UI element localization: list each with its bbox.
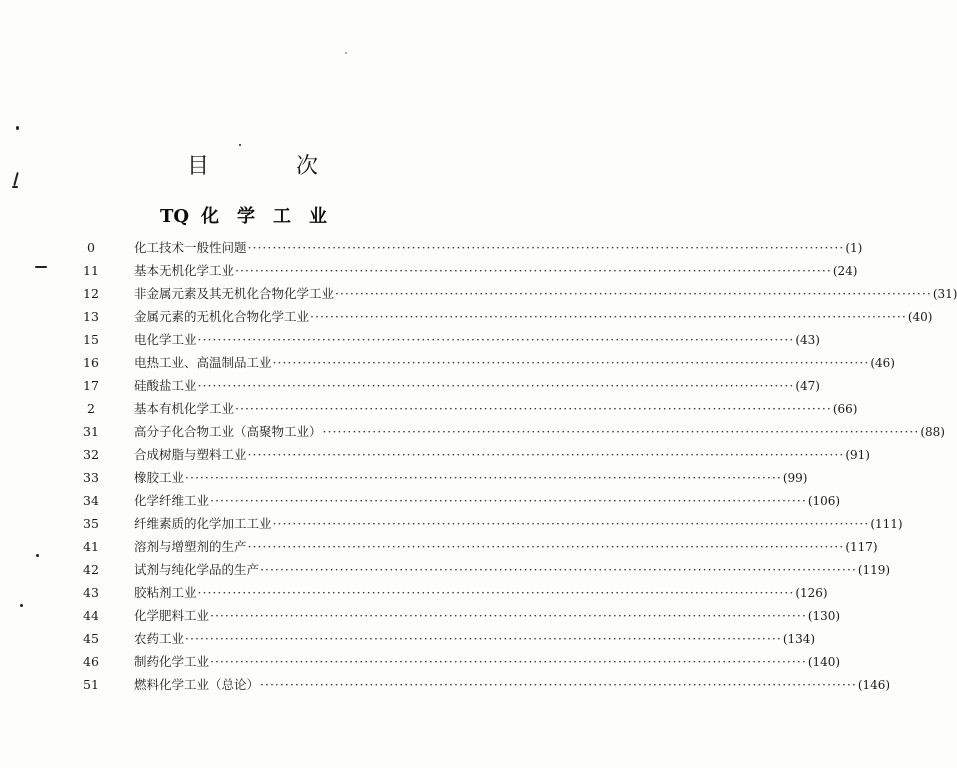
toc-leader-dots: ························································································································ [272, 516, 870, 531]
toc-entry-code: 33 [83, 470, 99, 485]
toc-entry-page: (140) [807, 655, 841, 669]
toc-entry-title: 试剂与纯化学品的生产 [134, 562, 260, 577]
toc-entry-title: 高分子化合物工业（高聚物工业） [134, 424, 322, 439]
toc-entry[interactable] [0, 650, 841, 673]
toc-entry[interactable] [0, 420, 945, 443]
toc-entry-code: 44 [83, 608, 99, 623]
toc-entry-code: 31 [83, 424, 99, 439]
toc-entry-code: 2 [87, 401, 95, 416]
toc-entry-code: 32 [83, 447, 99, 462]
toc-leader-dots: ························································································································ [272, 355, 870, 370]
toc-leader-dots: ························································································································ [197, 378, 795, 393]
toc-entry-page: (130) [807, 609, 841, 623]
toc-entry-title: 合成树脂与塑料工业 [134, 447, 247, 462]
toc-entry-title: 农药工业 [134, 631, 185, 646]
toc-entry-page: (146) [857, 678, 891, 692]
toc-entry[interactable] [0, 351, 895, 374]
toc-entry-title: 硅酸盐工业 [134, 378, 197, 393]
toc-leader-dots: ························································································································ [210, 493, 807, 508]
toc-entry-code: 41 [83, 539, 99, 554]
toc-entry-title: 非金属元素及其无机化合物化学工业 [134, 286, 335, 301]
toc-entry-page: (88) [920, 425, 945, 439]
toc-entry-code: 17 [83, 378, 99, 393]
toc-entry-title: 基本无机化学工业 [134, 263, 235, 278]
toc-entry-title: 金属元素的无机化合物化学工业 [134, 309, 310, 324]
toc-entry-line [134, 512, 903, 536]
toc-entry-page: (106) [807, 494, 841, 508]
toc-entry-line [134, 581, 828, 605]
toc-entry-code: 42 [83, 562, 99, 577]
toc-leader-dots: ························································································································ [197, 332, 795, 347]
toc-entry[interactable] [0, 627, 816, 650]
scan-speck [16, 126, 19, 130]
page-title: 目 次 [187, 154, 358, 179]
toc-entry[interactable] [0, 305, 933, 328]
toc-leader-dots: ························································································································ [210, 608, 807, 623]
toc-entry-page: (66) [832, 402, 858, 416]
toc-entry[interactable] [0, 236, 863, 259]
toc-leader-dots: ························································································································ [235, 263, 832, 278]
toc-entry-code: 12 [83, 286, 99, 301]
toc-leader-dots: ························································································································ [197, 585, 795, 600]
toc-entry[interactable] [0, 259, 858, 282]
toc-entry[interactable] [0, 512, 903, 535]
toc-entry-line [134, 604, 841, 628]
toc-entry-title: 电热工业、高温制品工业 [134, 355, 272, 370]
toc-entry-page: (134) [782, 632, 816, 646]
toc-entry-title: 胶粘剂工业 [134, 585, 197, 600]
section-heading [0, 204, 505, 230]
scan-speck [239, 144, 241, 146]
toc-entry-code: 13 [83, 309, 99, 324]
toc-entry[interactable] [0, 535, 878, 558]
scan-speck [345, 52, 347, 54]
toc-leader-dots: ························································································································ [260, 677, 857, 692]
toc-entry-line [134, 259, 858, 283]
toc-entry-line [134, 236, 863, 260]
toc-entry-title: 橡胶工业 [134, 470, 185, 485]
toc-entry-line [134, 673, 891, 697]
toc-entry-page: (126) [795, 586, 828, 600]
toc-entry[interactable] [0, 282, 957, 305]
toc-entry-line [134, 282, 957, 306]
toc-entry-page: (91) [845, 448, 870, 462]
toc-entry[interactable] [0, 374, 820, 397]
toc-entry-page: (119) [857, 563, 891, 577]
toc-entry-page: (99) [782, 471, 808, 485]
toc-entry-line [134, 351, 895, 375]
toc-entry[interactable] [0, 466, 808, 489]
toc-entry-page: (24) [832, 264, 858, 278]
toc-leader-dots: ························································································································ [322, 424, 920, 439]
section-code: TQ [159, 206, 190, 227]
toc-entry-line [134, 305, 933, 329]
toc-leader-dots: ························································································································ [247, 539, 845, 554]
toc-leader-dots: ························································································································ [247, 447, 845, 462]
toc-entry-title: 电化学工业 [134, 332, 197, 347]
toc-entry-page: (47) [795, 379, 820, 393]
toc-entry-title: 燃料化学工业（总论） [134, 677, 260, 692]
toc-entry-line [134, 466, 808, 490]
toc-entry-line [134, 397, 858, 421]
toc-entry-code: 11 [83, 263, 99, 278]
toc-entry-code: 15 [83, 332, 99, 347]
toc-entry[interactable] [0, 558, 891, 581]
toc-leader-dots: ························································································································ [335, 286, 932, 301]
toc-entry[interactable] [0, 489, 841, 512]
toc-leader-dots: ························································································································ [235, 401, 832, 416]
toc-entry-code: 34 [83, 493, 99, 508]
toc-entry-code: 35 [83, 516, 99, 531]
toc-entry-title: 溶剂与增塑剂的生产 [134, 539, 247, 554]
toc-entry-line [134, 489, 841, 513]
toc-entry-code: 0 [87, 240, 95, 255]
toc-entry-line [134, 650, 841, 674]
toc-entry-page: (43) [795, 333, 820, 347]
toc-entry-title: 基本有机化学工业 [134, 401, 235, 416]
toc-entry-line [134, 374, 820, 398]
toc-entry-line [134, 535, 878, 559]
toc-entry-code: 51 [83, 677, 99, 692]
toc-leader-dots: ························································································································ [210, 654, 807, 669]
toc-entry-page: (111) [870, 517, 903, 531]
toc-entry-line [134, 328, 820, 352]
toc-entry-code: 43 [83, 585, 99, 600]
table-of-contents [0, 236, 957, 696]
toc-entry-page: (40) [907, 310, 933, 324]
toc-entry-line [134, 627, 816, 651]
toc-entry-line [134, 558, 891, 582]
toc-entry[interactable] [0, 443, 870, 466]
toc-entry-code: 46 [83, 654, 99, 669]
toc-entry[interactable] [0, 604, 841, 627]
toc-leader-dots: ························································································································ [185, 631, 782, 646]
toc-entry-page: (117) [845, 540, 878, 554]
toc-entry-title: 制药化学工业 [134, 654, 210, 669]
toc-entry-page: (1) [845, 241, 863, 255]
toc-entry[interactable] [0, 328, 820, 351]
toc-leader-dots: ························································································································ [260, 562, 857, 577]
toc-entry-page: (31) [932, 287, 957, 301]
toc-leader-dots: ························································································································ [185, 470, 782, 485]
toc-entry-title: 化工技术一般性问题 [134, 240, 247, 255]
toc-entry-line [134, 420, 945, 444]
scan-speck [12, 186, 18, 188]
toc-leader-dots: ························································································································ [247, 240, 845, 255]
toc-entry-line [134, 443, 870, 467]
toc-entry[interactable] [0, 581, 828, 604]
toc-entry-page: (46) [870, 356, 895, 370]
toc-leader-dots: ························································································································ [310, 309, 907, 324]
toc-entry-title: 纤维素质的化学加工工业 [134, 516, 272, 531]
toc-entry-code: 45 [83, 631, 99, 646]
toc-entry[interactable] [0, 397, 858, 420]
toc-entry-title: 化学纤维工业 [134, 493, 210, 508]
toc-entry-code: 16 [83, 355, 99, 370]
section-name: 化学工业 [201, 206, 346, 227]
toc-entry[interactable] [0, 673, 891, 696]
toc-entry-title: 化学肥料工业 [134, 608, 210, 623]
